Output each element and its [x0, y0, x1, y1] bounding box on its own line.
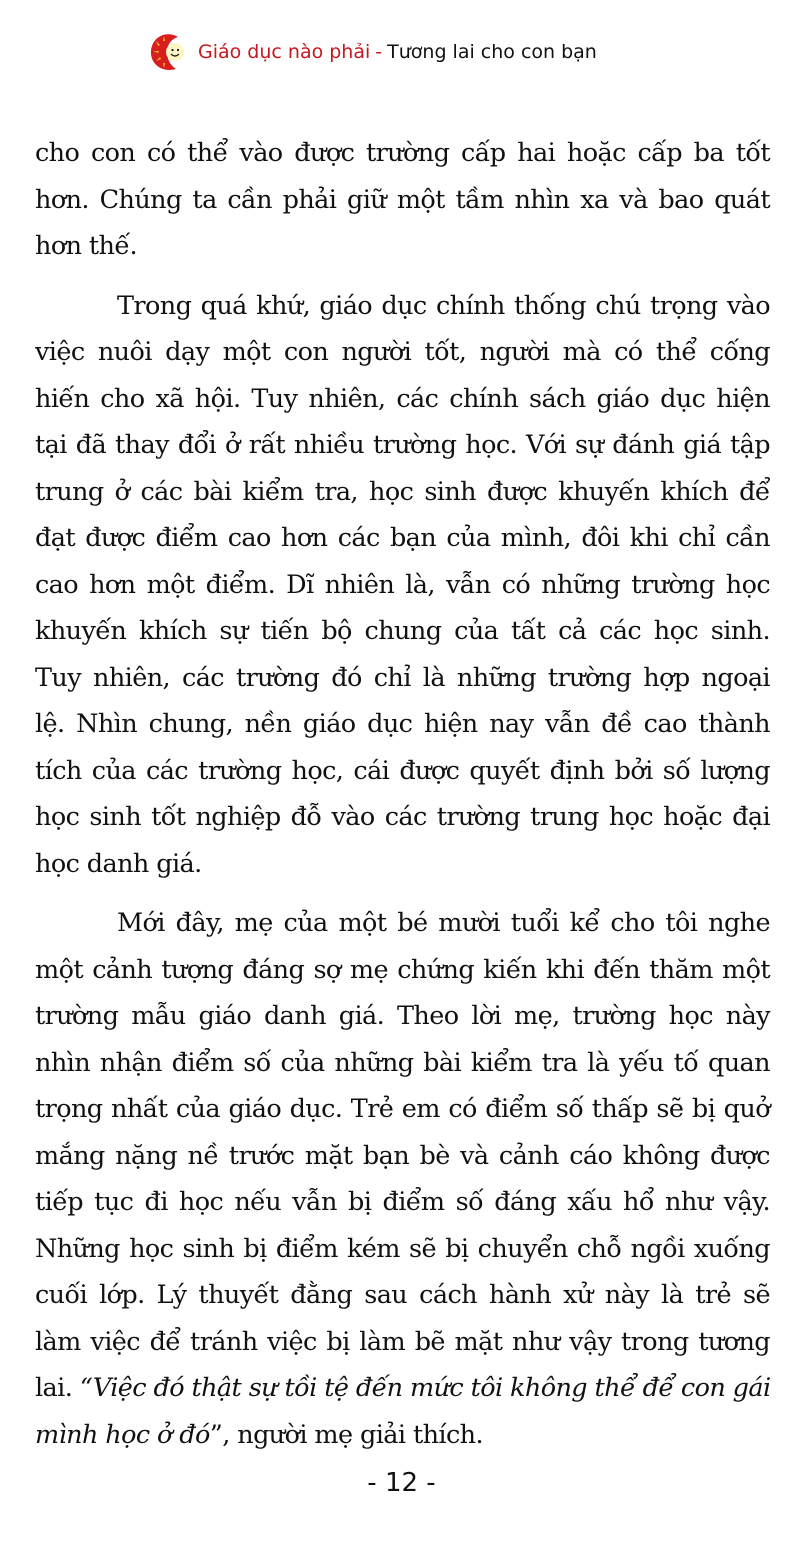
- text-line: Những học sinh bị điểm kém sẽ bị chuyển chỗ ngồi xuống: [35, 1233, 770, 1264]
- series-title: Giáo dục nào phải: [198, 41, 371, 63]
- text-line: cho con có thể vào được trường cấp hai hoặc cấp ba tốt: [35, 138, 770, 168]
- paragraph-1: [35, 130, 770, 270]
- quote-italic: “Việc đó thật sự tồi tệ đến mức tôi không thể để con gái: [79, 1373, 771, 1403]
- text-line: hiến cho xã hội. Tuy nhiên, các chính sách giáo dục hiện: [35, 383, 770, 414]
- text-line: mắng nặng nề trước mặt bạn bè và cảnh cáo không được: [35, 1140, 770, 1171]
- text-line: cao hơn một điểm. Dĩ nhiên là, vẫn có những trường học: [35, 569, 770, 600]
- text-line: lệ. Nhìn chung, nền giáo dục hiện nay vẫn đề cao thành: [35, 709, 770, 739]
- text-line: trường mẫu giáo danh giá. Theo lời mẹ, trường học này: [35, 1001, 770, 1031]
- text-line: nhìn nhận điểm số của những bài kiểm tra là yếu tố quan: [35, 1047, 770, 1078]
- paragraph-3: [35, 900, 770, 1458]
- text-line: hơn thế.: [35, 231, 137, 261]
- quote-italic-end: mình học ở đó: [35, 1419, 210, 1450]
- page-number: - 12 -: [367, 1468, 436, 1498]
- text-line: Tuy nhiên, các trường đó chỉ là những trường hợp ngoại: [35, 662, 770, 693]
- text-line: hơn. Chúng ta cần phải giữ một tầm nhìn xa và bao quát: [35, 184, 770, 215]
- paragraph-2: [35, 283, 770, 888]
- text-line: học danh giá.: [35, 848, 202, 879]
- text-line: Trong quá khứ, giáo dục chính thống chú trọng vào: [117, 290, 770, 321]
- text-line: tiếp tục đi học nếu vẫn bị điểm số đáng xấu hổ như vậy.: [35, 1187, 770, 1217]
- quote-last-line: [35, 1412, 770, 1459]
- text-line: Mới đây, mẹ của một bé mười tuổi kể cho tôi nghe: [117, 908, 770, 938]
- text-line: đạt được điểm cao hơn các bạn của mình, đôi khi chỉ cần: [35, 523, 770, 553]
- text-line: tích của các trường học, cái được quyết định bởi số lượng: [35, 755, 770, 786]
- text-line: trung ở các bài kiểm tra, học sinh được khuyến khích để: [35, 476, 770, 507]
- text-line: học sinh tốt nghiệp đỗ vào các trường trung học hoặc đại: [35, 802, 770, 832]
- quote-suffix: ”, người mẹ giải thích.: [209, 1419, 483, 1450]
- text-line: cuối lớp. Lý thuyết đằng sau cách hành xử này là trẻ sẽ: [35, 1280, 770, 1310]
- page-body: [35, 130, 770, 1471]
- book-title: Tương lai cho con bạn: [387, 41, 597, 63]
- running-header: [148, 30, 597, 74]
- quote-prefix: lai.: [35, 1373, 80, 1403]
- text-line: một cảnh tượng đáng sợ mẹ chứng kiến khi đến thăm một: [35, 954, 770, 985]
- text-line: việc nuôi dạy một con người tốt, người mà có thể cống: [35, 337, 770, 367]
- smiling-sun-logo-icon: [148, 31, 188, 73]
- text-line: làm việc để tránh việc bị làm bẽ mặt như vậy trong tương: [35, 1326, 770, 1357]
- quote-line: [35, 1365, 770, 1412]
- header-separator: -: [375, 41, 383, 63]
- text-line: khuyến khích sự tiến bộ chung của tất cả các học sinh.: [35, 616, 770, 646]
- text-line: trọng nhất của giáo dục. Trẻ em có điểm số thấp sẽ bị quở: [35, 1094, 770, 1124]
- text-line: tại đã thay đổi ở rất nhiều trường học. Với sự đánh giá tập: [35, 430, 770, 460]
